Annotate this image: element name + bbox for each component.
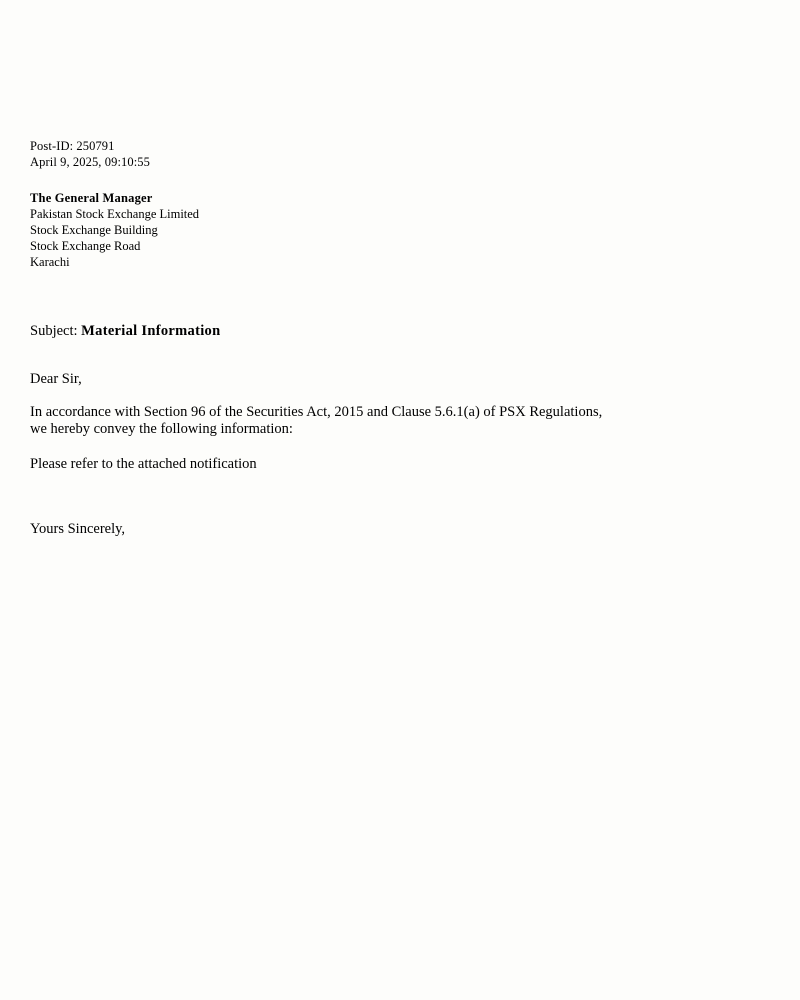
subject-line xyxy=(30,322,690,340)
recipient-line-3: Stock Exchange Road xyxy=(30,239,141,253)
recipient-title: The General Manager xyxy=(30,191,153,205)
body-line-1: In accordance with Section 96 of the Securities Act, 2015 and Clause 5.6.1(a) of PSX Regulations, xyxy=(30,404,603,420)
timestamp: April 9, 2025, 09:10:55 xyxy=(30,155,151,169)
body-paragraph xyxy=(30,404,655,438)
closing-line: Yours Sincerely, xyxy=(30,521,126,537)
recipient-line-2: Stock Exchange Building xyxy=(30,223,158,237)
recipient-line-4: Karachi xyxy=(30,255,70,269)
recipient-line-1: Pakistan Stock Exchange Limited xyxy=(30,207,200,221)
post-id: Post-ID: 250791 xyxy=(30,139,115,153)
body-line-2: we hereby convey the following information: xyxy=(30,421,293,437)
recipient-address xyxy=(30,190,690,270)
notice-paragraph: Please refer to the attached notification xyxy=(30,456,257,472)
letter-body xyxy=(30,138,690,538)
subject-label: Subject: xyxy=(30,323,78,339)
subject-value: Material Information xyxy=(81,323,221,339)
salutation: Dear Sir, xyxy=(30,371,82,387)
